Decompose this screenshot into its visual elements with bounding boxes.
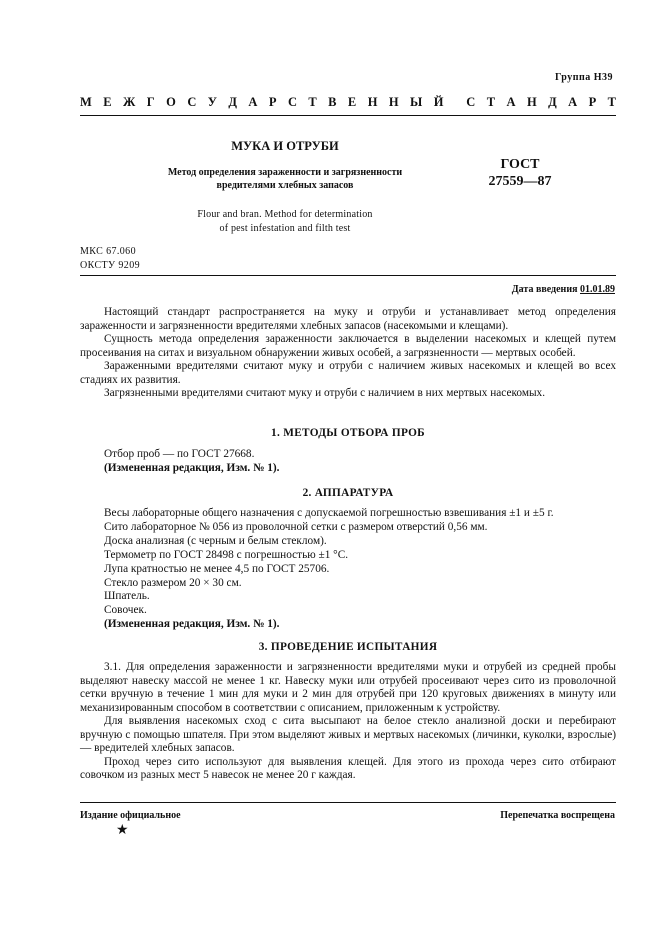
banner-letter: С (187, 95, 197, 109)
banner-letter: А (506, 95, 516, 109)
banner-letter: А (248, 95, 258, 109)
banner-letter: Т (308, 95, 317, 109)
subtitle-line: вредителями хлебных запасов (216, 180, 354, 191)
paragraph: Настоящий стандарт распространяется на муку и отруби и устанавливает метод определения зараженности и загрязненности вредителями хлебных запасов (насекомыми и клещами). (80, 306, 616, 332)
english-title-line: Flour and bran. Method for determination (197, 209, 373, 220)
banner-letter: Т (607, 95, 616, 109)
banner-letter: Н (526, 95, 537, 109)
divider-rule (80, 275, 616, 276)
banner-letter: С (287, 95, 297, 109)
paragraph: 3.1. Для определения зараженности и загрязненности вредителями муки и отрубей из средней пробы выделяют навеску массой не менее 1 кг. Навеску муки или отрубей просеивают через сито из проволочной сетки вручную в течение 1 мин для муки и 2 мин для отрубей при 120 круговых движениях в минуту или механизированным способом в соответствии с описанием, приложенным к устройству. (80, 661, 616, 714)
official-edition: Издание официальное (80, 810, 181, 821)
section-heading: 3. ПРОВЕДЕНИЕ ИСПЫТАНИЯ (258, 641, 438, 653)
paragraph: Проход через сито используют для выявления клещей. Для этого из прохода через сито отбирают совочком из разных мест 5 навесок не менее 20 г каждая. (80, 755, 616, 781)
gost-number (470, 156, 570, 190)
mks-code: МКС 67.060 (80, 246, 136, 257)
equipment-item: Доска анализная (с черным и белым стеклом). (104, 534, 327, 547)
equipment-item: Стекло размером 20 × 30 см. (104, 576, 242, 589)
banner-letter: Р (588, 95, 597, 109)
banner-letter: Д (548, 95, 557, 109)
banner-letter: Т (486, 95, 496, 109)
document-title: МУКА И ОТРУБИ (231, 139, 339, 153)
banner-letter: Ы (410, 95, 423, 109)
gost-label: ГОСТ (500, 157, 540, 172)
star-icon: ★ (116, 823, 129, 838)
reprint-prohibited: Перепечатка воспрещена (500, 810, 615, 821)
paragraph: Отбор проб — по ГОСТ 27668. (104, 448, 255, 460)
okstu-code: ОКСТУ 9209 (80, 260, 141, 271)
gost-code: 27559—87 (488, 174, 552, 189)
english-title-line: of pest infestation and filth test (219, 223, 351, 234)
section-heading: 1. МЕТОДЫ ОТБОРА ПРОБ (271, 427, 425, 439)
equipment-item: Термометр по ГОСТ 28498 с погрешностью ±1 °С. (104, 548, 349, 561)
equipment-item: Совочек. (104, 604, 147, 617)
banner-letter: А (568, 95, 578, 109)
banner-letter: Е (103, 95, 112, 109)
banner-letter: Й (433, 95, 444, 109)
banner-letter: Н (388, 95, 399, 109)
banner-letter: М (80, 95, 92, 109)
banner-letter: Е (347, 95, 357, 109)
introduction-date (512, 284, 615, 295)
classification-codes (80, 245, 140, 273)
intro-text (80, 306, 616, 401)
footer-rule (80, 802, 616, 803)
group-code: Группа Н39 (555, 72, 613, 83)
document-subtitle (140, 166, 430, 192)
paragraph: Загрязненными вредителями считают муку и отруби с наличием в них мертвых насекомых. (104, 387, 546, 399)
section-1-body (80, 448, 616, 475)
equipment-item: Лупа кратностью не менее 4,5 по ГОСТ 25706. (104, 562, 330, 575)
amendment-note: (Измененная редакция, Изм. № 1). (104, 461, 280, 474)
banner-letter: Д (228, 95, 237, 109)
paragraph: Сущность метода определения зараженности заключается в выделении насекомых и клещей путем просеивания на ситах и визуальном обнаружении живых особей, а загрязненности — мертвых особей. (80, 333, 616, 359)
amendment-note: (Измененная редакция, Изм. № 1). (104, 618, 280, 631)
introduction-date-value: 01.01.89 (580, 284, 615, 295)
standard-banner (80, 95, 616, 110)
english-title (150, 208, 420, 236)
header-rule (80, 115, 616, 116)
banner-letter: Н (367, 95, 378, 109)
banner-letter: Г (146, 95, 155, 109)
section-2-body (80, 507, 616, 632)
introduction-date-label: Дата введения (511, 284, 578, 295)
paragraph: Зараженными вредителями считают муку и отруби с наличием живых насекомых и клещей во всех стадиях их развития. (80, 360, 616, 386)
subtitle-line: Метод определения зараженности и загрязненности (167, 167, 403, 178)
section-3-body (80, 661, 616, 783)
paragraph: Для выявления насекомых сход с сита высыпают на белое стекло анализной доски и перебирают вручную с помощью шпателя. При этом выделяют живых и мертвых насекомых (личинки, куколки, взрослые) — вредителей хлебных запасов. (80, 715, 616, 754)
equipment-item: Весы лабораторные общего назначения с допускаемой погрешностью взвешивания ±1 и ±5 г. (104, 507, 554, 519)
equipment-item: Сито лабораторное № 056 из проволочной сетки с размером отверстий 0,56 мм. (104, 520, 488, 533)
banner-letter: С (466, 95, 476, 109)
banner-letter: О (166, 95, 176, 109)
section-heading: 2. АППАРАТУРА (302, 487, 394, 499)
equipment-item: Шпатель. (104, 590, 150, 603)
banner-letter: У (207, 95, 217, 109)
banner-letter: Р (268, 95, 277, 109)
banner-letter: Ж (123, 95, 136, 109)
banner-letter: В (328, 95, 337, 109)
